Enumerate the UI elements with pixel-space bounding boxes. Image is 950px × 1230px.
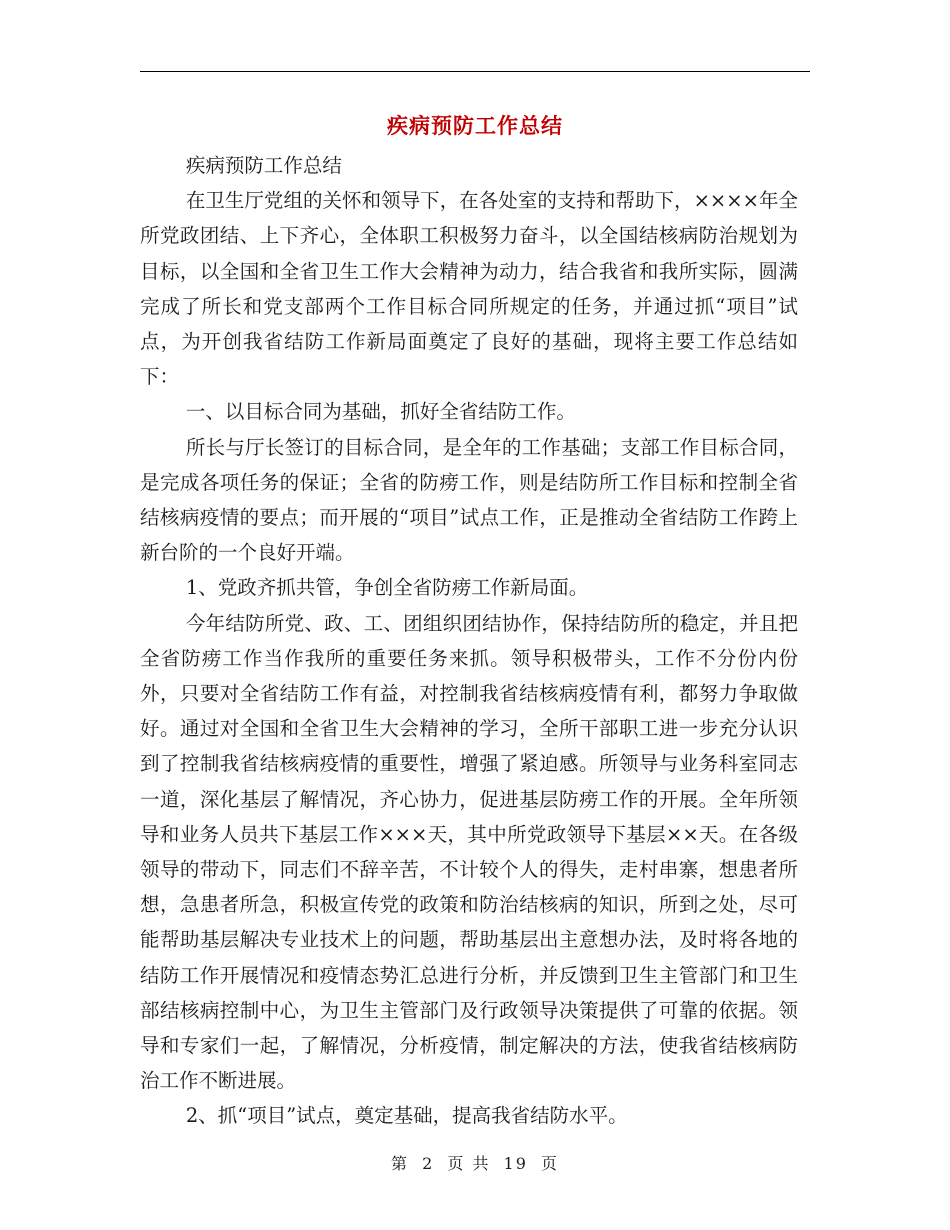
paragraph-section-1: 所长与厅长签订的目标合同，是全年的工作基础；支部工作目标合同，是完成各项任务的保证；全省的防痨工作，则是结防所工作目标和控制全省结核病疫情的要点；而开展的“项目”试点工作，正是推动全省结防工作跨上新台阶的一个良好开端。 <box>140 435 798 565</box>
paragraph-subsection-1: 今年结防所党、政、工、团组织团结协作，保持结防所的稳定，并且把全省防痨工作当作我所的重要任务来抓。领导积极带头，工作不分份内份外，只要对全省结防工作有益，对控制我省结核病疫情有利，都努力争取做好。通过对全国和全省卫生大会精神的学习，全所干部职工进一步充分认识到了控制我省结核病疫情的重要性，增强了紧迫感。所领导与业务科室同志一道，深化基层了解情况，齐心协力，促进基层防痨工作的开展。全年所领导和业务人员共下基层工作×××天，其中所党政领导下基层××天。在各级领导的带动下，同志们不辞辛苦，不计较个人的得失，走村串寨，想患者所想，急患者所急，积极宣传党的政策和防治结核病的知识，所到之处，尽可能帮助基层解决专业技术上的问题，帮助基层出主意想办法，及时将各地的结防工作开展情况和疫情态势汇总进行分析，并反馈到卫生主管部门和卫生部结核病控制中心，为卫生主管部门及行政领导决策提供了可靠的依据。领导和专家们一起，了解情况，分析疫情，制定解决的方法，使我省结核病防治工作不断进展。 <box>140 611 798 1093</box>
document-body <box>140 148 798 1134</box>
paragraph-subtitle: 疾病预防工作总结 <box>185 154 342 177</box>
footer-page-number: 2 <box>422 1154 435 1173</box>
footer-suffix: 页 <box>541 1154 560 1173</box>
footer-middle: 页 共 <box>447 1154 491 1173</box>
subsection-heading-2: 2、抓“项目”试点，奠定基础，提高我省结防水平。 <box>185 1104 628 1128</box>
section-heading-1: 一、以目标合同为基础，抓好全省结防工作。 <box>185 400 576 424</box>
document-title: 疾病预防工作总结 <box>387 114 563 138</box>
subsection-heading-1: 1、党政齐抓共管，争创全省防痨工作新局面。 <box>185 576 589 600</box>
paragraph-intro: 在卫生厅党组的关怀和领导下，在各处室的支持和帮助下，××××年全所党政团结、上下齐心，全体职工积极努力奋斗，以全国结核病防治规划为目标，以全国和全省卫生工作大会精神为动力，结合我省和我所实际，圆满完成了所长和党支部两个工作目标合同所规定的任务，并通过抓“项目”试点，为开创我省结防工作新局面奠定了良好的基础，现将主要工作总结如下： <box>140 189 798 389</box>
header-rule <box>140 71 810 72</box>
page-footer <box>140 1150 810 1178</box>
footer-prefix: 第 <box>390 1154 409 1173</box>
footer-total-pages: 19 <box>503 1154 528 1173</box>
